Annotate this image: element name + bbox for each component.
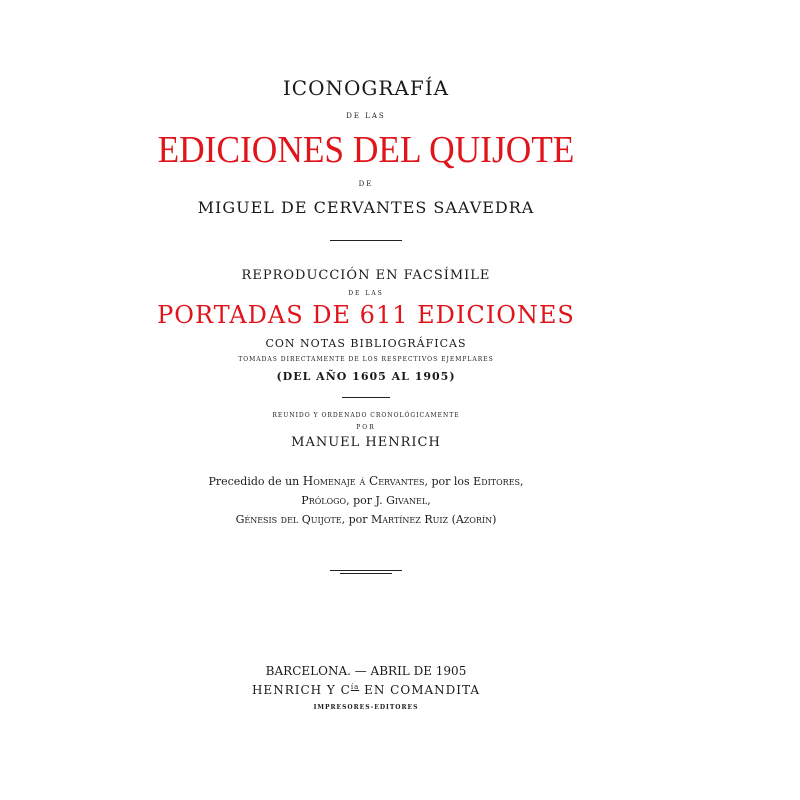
preface-text-1b: Homenaje á Cervantes bbox=[302, 474, 425, 488]
divider-rule-3b bbox=[340, 573, 392, 574]
compiler-name: MANUEL HENRICH bbox=[291, 435, 441, 450]
preface-text-1d: Editores bbox=[473, 475, 521, 488]
imprint-role: IMPRESORES-EDITORES bbox=[313, 704, 419, 711]
title-iconografia: ICONOGRAFÍA bbox=[282, 76, 450, 100]
preface-text-1e: , bbox=[520, 475, 524, 488]
divider-rule-1 bbox=[330, 240, 402, 241]
preface-text-2a: Prólogo bbox=[301, 494, 347, 507]
subtitle-de-las: DE LAS bbox=[348, 290, 384, 297]
preface-text-1a: Precedido de un bbox=[208, 475, 303, 488]
compiler-reunido: REUNIDO Y ORDENADO CRONOLÓGICAMENTE bbox=[272, 412, 460, 419]
title-ediciones-del-quijote: EDICIONES DEL QUIJOTE bbox=[157, 129, 575, 171]
preface-text-1c: , por los bbox=[424, 475, 474, 488]
title-de: DE bbox=[358, 180, 374, 188]
preface-text-3c: Martínez Ruiz (Azorín) bbox=[371, 513, 497, 526]
subtitle-years: (DEL AÑO 1605 AL 1905) bbox=[276, 370, 456, 383]
preface-text-3b: , por bbox=[341, 513, 372, 526]
subtitle-reproduccion: REPRODUCCIÓN EN FACSÍMILE bbox=[241, 268, 491, 283]
subtitle-portadas: PORTADAS DE 611 EDICIONES bbox=[157, 301, 575, 329]
preface-genesis bbox=[0, 513, 732, 526]
preface-text-2c: J. Givanel bbox=[375, 494, 428, 507]
preface-text-2b: , por bbox=[346, 494, 376, 507]
imprint-publisher-2: EN COMANDITA bbox=[359, 683, 481, 697]
imprint-place-date: BARCELONA. — ABRIL DE 1905 bbox=[265, 664, 467, 678]
imprint-publisher-1: HENRICH Y C bbox=[251, 683, 351, 697]
divider-rule-3a bbox=[330, 570, 402, 571]
title-author: MIGUEL DE CERVANTES SAAVEDRA bbox=[197, 198, 535, 217]
compiler-por: POR bbox=[356, 424, 376, 431]
divider-rule-2 bbox=[342, 397, 390, 398]
preface-text-2d: , bbox=[427, 494, 431, 507]
subtitle-notas: CON NOTAS BIBLIOGRÁFICAS bbox=[265, 337, 467, 350]
subtitle-tomadas: TOMADAS DIRECTAMENTE DE LOS RESPECTIVOS EJEMPLARES bbox=[238, 356, 494, 363]
preface-text-3a: Génesis del Quijote bbox=[235, 513, 342, 526]
title-de-las: DE LAS bbox=[346, 112, 386, 120]
imprint-publisher bbox=[0, 683, 732, 697]
preface-prologo bbox=[0, 494, 732, 507]
imprint-publisher-sup: ía bbox=[350, 683, 360, 691]
preface-homenaje bbox=[0, 474, 732, 488]
